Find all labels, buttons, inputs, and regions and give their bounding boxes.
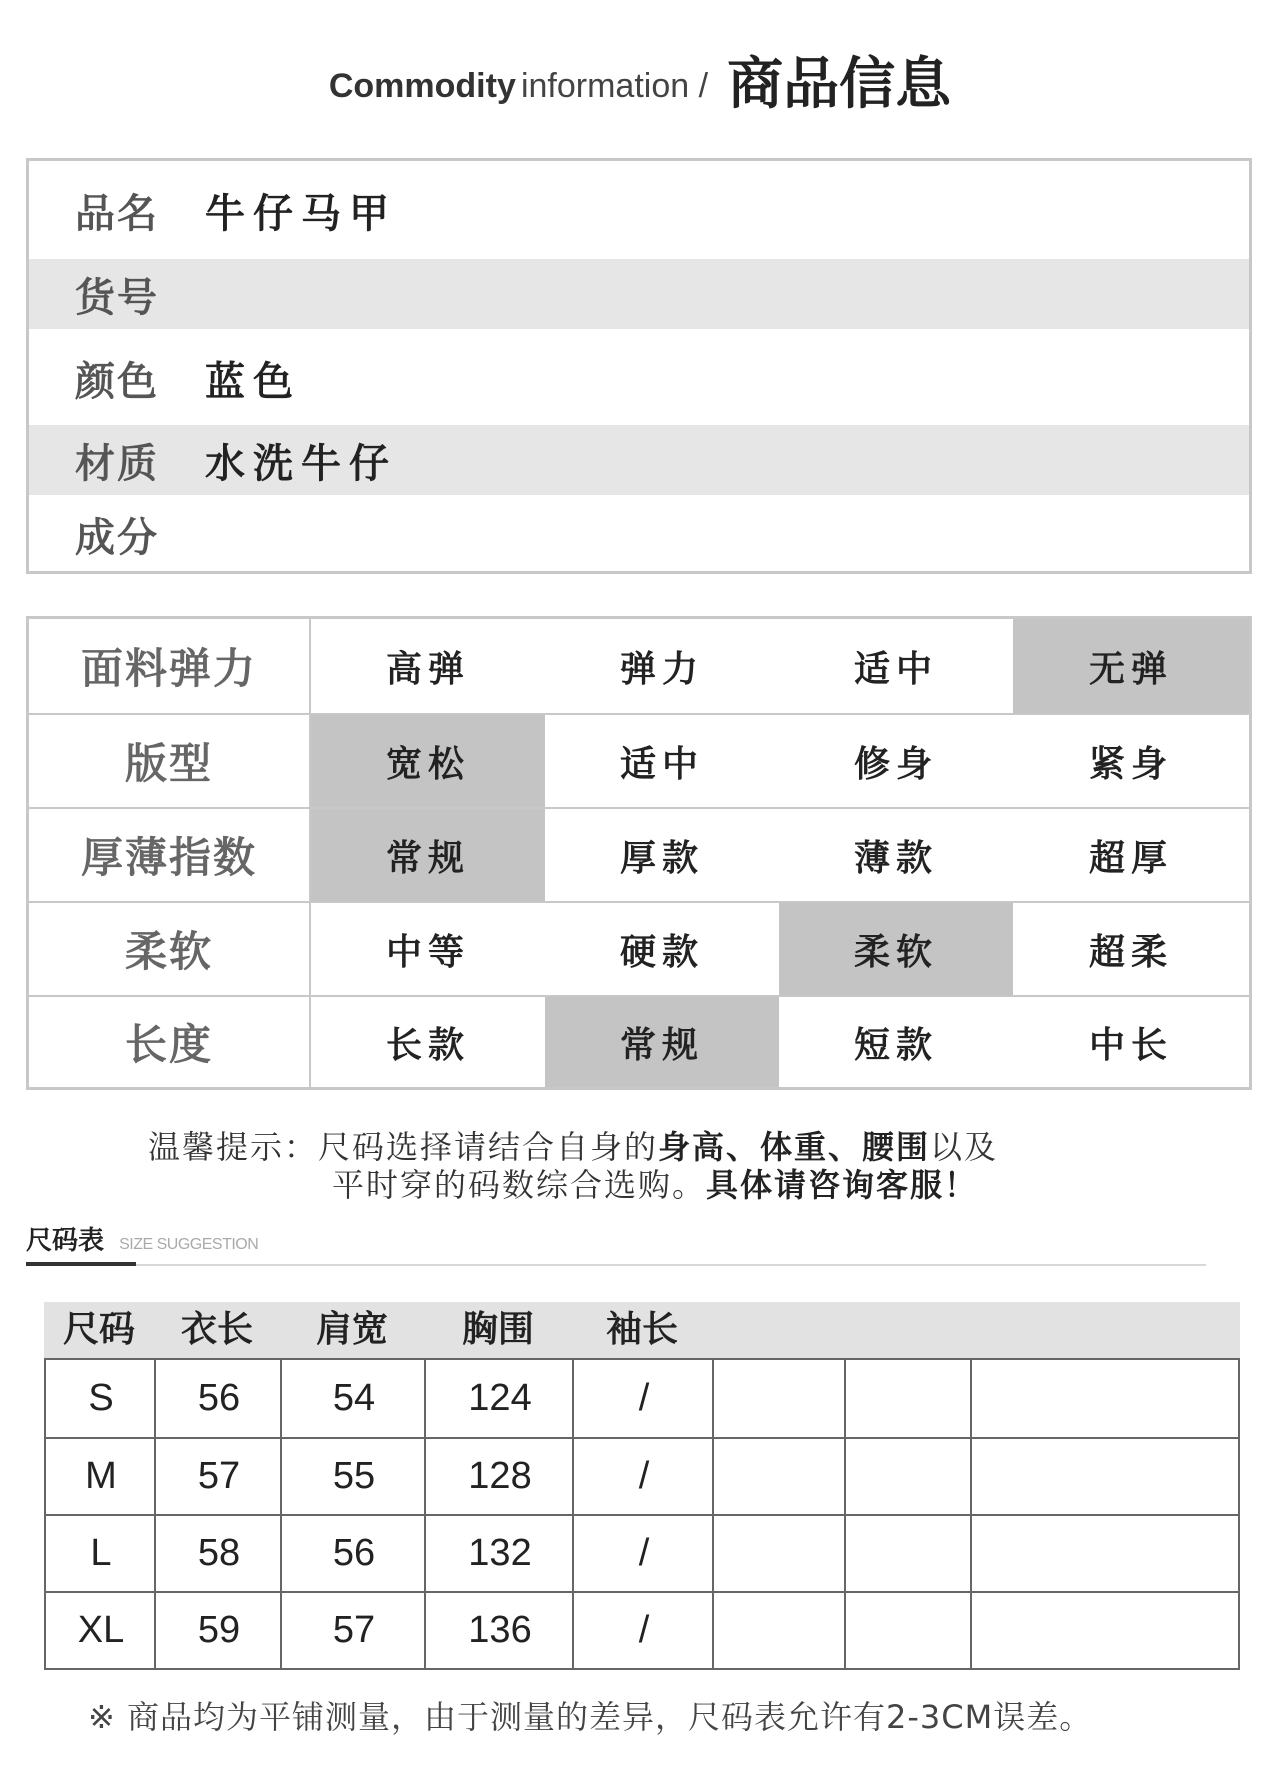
attribute-label: 版型 xyxy=(29,715,311,807)
size-table-header xyxy=(44,1302,1240,1358)
notice-text: 平时穿的码数综合选购。 xyxy=(332,1166,707,1204)
attribute-option: 薄款 xyxy=(853,837,938,879)
size-section-subtitle: SIZE SUGGESTION xyxy=(119,1236,259,1253)
attribute-option: 高弹 xyxy=(385,648,470,690)
table-row xyxy=(46,1360,1238,1437)
attribute-row xyxy=(29,807,1249,901)
table-cell: 58 xyxy=(197,1532,241,1574)
notice-text: 以及 xyxy=(930,1128,999,1166)
notice-text: 尺码选择请结合自身的 xyxy=(318,1128,659,1166)
info-label: 货号 xyxy=(75,274,159,321)
table-cell: / xyxy=(638,1377,650,1419)
attribute-option: 紧身 xyxy=(1088,743,1173,785)
size-table-body xyxy=(44,1358,1240,1670)
table-cell: XL xyxy=(77,1609,125,1651)
table-cell: 56 xyxy=(197,1377,241,1419)
info-row-composition xyxy=(29,499,1249,569)
attribute-label: 厚薄指数 xyxy=(29,809,311,901)
page-title xyxy=(0,40,1280,120)
info-row-name xyxy=(29,175,1249,245)
size-table xyxy=(44,1302,1240,1670)
attribute-option: 超厚 xyxy=(1088,837,1173,879)
attribute-label: 长度 xyxy=(29,997,311,1087)
attribute-option: 中等 xyxy=(385,931,470,973)
info-row-material xyxy=(29,425,1249,495)
attribute-label: 面料弹力 xyxy=(29,619,311,713)
table-row xyxy=(46,1437,1238,1514)
attribute-option: 修身 xyxy=(853,743,938,785)
info-row-color xyxy=(29,343,1249,413)
notice-emphasis: 具体请咨询客服！ xyxy=(706,1166,979,1204)
attribute-option: 长款 xyxy=(385,1024,470,1066)
attribute-row xyxy=(29,901,1249,995)
size-section-title: 尺码表 xyxy=(26,1226,105,1256)
attribute-label: 柔软 xyxy=(29,903,311,995)
table-cell: M xyxy=(85,1455,117,1497)
size-header-cell: 胸围 xyxy=(461,1309,534,1350)
attribute-option: 中长 xyxy=(1088,1024,1173,1066)
table-cell: 128 xyxy=(468,1455,532,1497)
section-underline xyxy=(26,1262,136,1266)
attribute-option: 厚款 xyxy=(619,837,704,879)
table-cell: 57 xyxy=(197,1455,241,1497)
attribute-option-selected: 宽松 xyxy=(311,715,545,807)
table-cell: 56 xyxy=(332,1532,376,1574)
title-en-bold: Commodity xyxy=(328,67,516,105)
table-cell: 132 xyxy=(468,1532,532,1574)
attribute-option-selected: 常规 xyxy=(311,809,545,901)
size-header-cell: 袖长 xyxy=(605,1309,678,1350)
table-cell: 54 xyxy=(332,1377,376,1419)
table-row xyxy=(46,1591,1238,1668)
attribute-option: 适中 xyxy=(619,743,704,785)
attribute-option-selected: 常规 xyxy=(545,997,779,1087)
table-cell: / xyxy=(638,1609,650,1651)
table-cell: 57 xyxy=(332,1609,376,1651)
info-value: 蓝色 xyxy=(205,358,301,405)
table-cell: 55 xyxy=(332,1455,376,1497)
info-row-item-no xyxy=(29,259,1249,329)
size-header-cell: 肩宽 xyxy=(315,1309,388,1350)
notice xyxy=(148,1128,1148,1204)
attribute-option: 适中 xyxy=(853,648,938,690)
size-header-cell: 尺码 xyxy=(62,1309,135,1350)
attribute-row xyxy=(29,713,1249,807)
info-label: 颜色 xyxy=(75,358,159,405)
size-header-cell: 衣长 xyxy=(180,1309,253,1350)
notice-emphasis: 身高、体重、腰围 xyxy=(658,1128,931,1166)
info-label: 成分 xyxy=(75,514,159,561)
attribute-option: 超柔 xyxy=(1088,931,1173,973)
table-cell: L xyxy=(90,1532,112,1574)
table-cell: / xyxy=(638,1455,650,1497)
table-row xyxy=(46,1514,1238,1591)
info-label: 材质 xyxy=(75,440,159,487)
attribute-option: 短款 xyxy=(853,1024,938,1066)
attribute-option: 弹力 xyxy=(619,648,704,690)
table-cell: 59 xyxy=(197,1609,241,1651)
title-en-light: information / xyxy=(520,67,709,105)
info-label: 品名 xyxy=(75,190,159,237)
notice-prefix: 温馨提示： xyxy=(148,1128,319,1166)
info-value: 水洗牛仔 xyxy=(205,440,397,487)
attribute-option: 硬款 xyxy=(619,931,704,973)
attribute-option-selected: 无弹 xyxy=(1013,619,1249,713)
table-cell: / xyxy=(638,1532,650,1574)
footnote: ※ 商品均为平铺测量，由于测量的差异，尺码表允许有2-3CM误差。 xyxy=(88,1698,1093,1736)
table-cell: S xyxy=(88,1377,114,1419)
size-section-header xyxy=(26,1220,1206,1266)
commodity-info-box xyxy=(26,158,1252,574)
attribute-row xyxy=(29,619,1249,713)
table-cell: 136 xyxy=(468,1609,532,1651)
title-cn: 商品信息 xyxy=(727,52,952,117)
info-value: 牛仔马甲 xyxy=(205,190,397,237)
attribute-option-selected: 柔软 xyxy=(779,903,1013,995)
attribute-row xyxy=(29,995,1249,1087)
table-cell: 124 xyxy=(468,1377,532,1419)
attribute-table xyxy=(26,616,1252,1090)
